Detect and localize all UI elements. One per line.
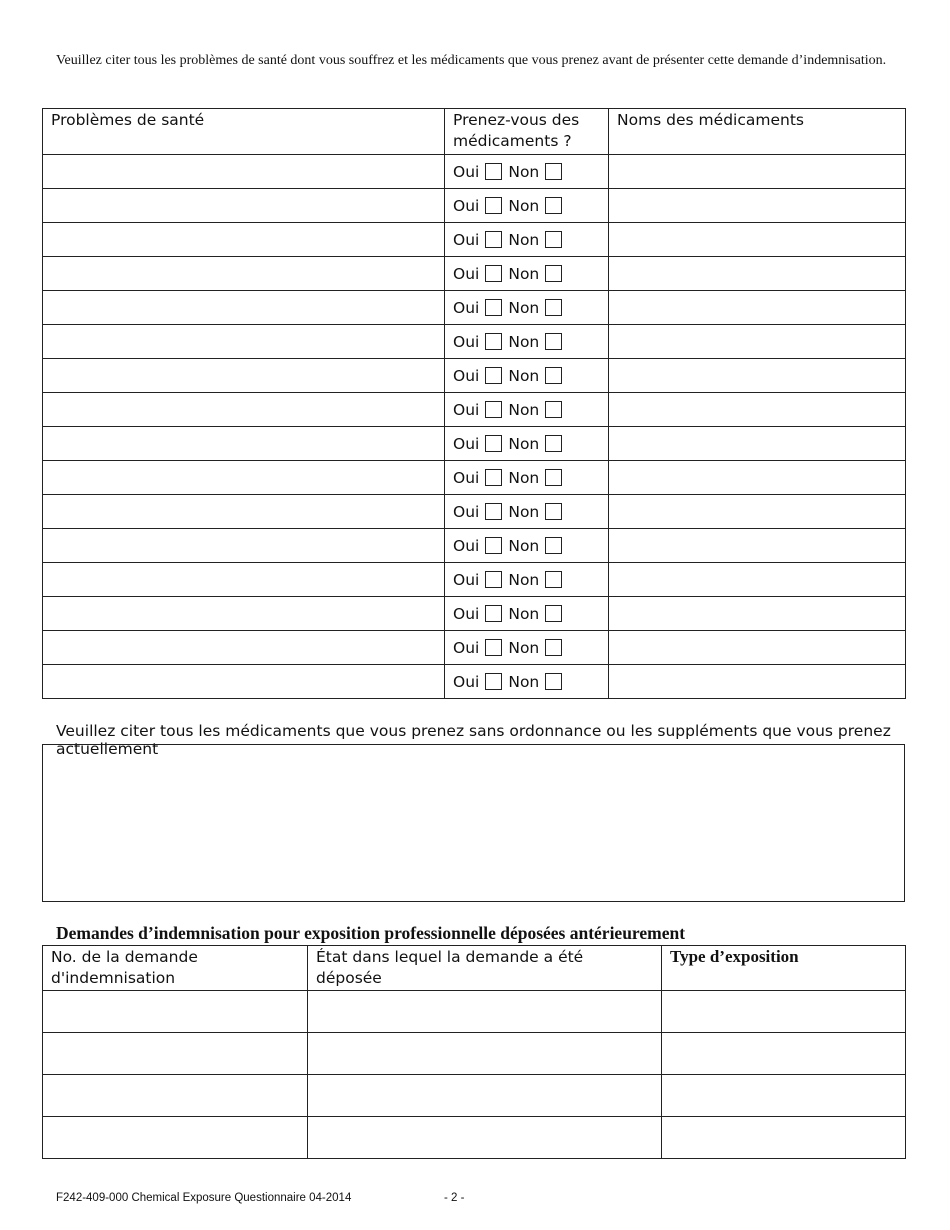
no-checkbox[interactable]	[545, 537, 562, 554]
medication-choice-cell	[445, 563, 609, 597]
claim-state-cell[interactable]	[308, 1117, 662, 1159]
yes-label: Oui	[453, 638, 480, 657]
yes-checkbox[interactable]	[485, 571, 502, 588]
yes-label: Oui	[453, 536, 480, 555]
claim-number-cell[interactable]	[43, 991, 308, 1033]
health-row	[43, 393, 906, 427]
health-row	[43, 291, 906, 325]
no-label: Non	[508, 264, 540, 283]
medication-names-cell[interactable]	[609, 393, 906, 427]
no-label: Non	[508, 468, 540, 487]
medication-names-cell[interactable]	[609, 155, 906, 189]
health-row	[43, 597, 906, 631]
header-claim-state: État dans lequel la demande a été déposée	[308, 946, 662, 991]
health-row	[43, 359, 906, 393]
health-row	[43, 325, 906, 359]
no-label: Non	[508, 434, 540, 453]
prior-claims-table	[42, 945, 906, 1159]
medication-names-cell[interactable]	[609, 529, 906, 563]
otc-label: Veuillez citer tous les médicaments que vous prenez sans ordonnance ou les suppléments que vous prenez actuellement	[56, 722, 891, 758]
medication-names-cell[interactable]	[609, 291, 906, 325]
header-exposure-type: Type d’exposition	[662, 946, 906, 991]
no-label: Non	[508, 400, 540, 419]
no-label: Non	[508, 570, 540, 589]
medication-names-cell[interactable]	[609, 257, 906, 291]
no-checkbox[interactable]	[545, 333, 562, 350]
no-checkbox[interactable]	[545, 299, 562, 316]
no-checkbox[interactable]	[545, 265, 562, 282]
exposure-type-cell[interactable]	[662, 1033, 906, 1075]
exposure-type-cell[interactable]	[662, 991, 906, 1033]
no-checkbox[interactable]	[545, 503, 562, 520]
medication-names-cell[interactable]	[609, 495, 906, 529]
medication-names-cell[interactable]	[609, 223, 906, 257]
medication-choice-cell	[445, 529, 609, 563]
no-checkbox[interactable]	[545, 435, 562, 452]
exposure-type-cell[interactable]	[662, 1075, 906, 1117]
no-label: Non	[508, 672, 540, 691]
no-checkbox[interactable]	[545, 605, 562, 622]
no-label: Non	[508, 536, 540, 555]
yes-checkbox[interactable]	[485, 163, 502, 180]
medication-choice-cell	[445, 325, 609, 359]
medication-choice-cell	[445, 597, 609, 631]
intro-instructions: Veuillez citer tous les problèmes de santé dont vous souffrez et les médicaments que vous prenez avant de présenter cette demande d’indemnisation.	[56, 53, 887, 68]
claim-state-cell[interactable]	[308, 1033, 662, 1075]
header-medication-names: Noms des médicaments	[609, 109, 906, 155]
claim-row	[43, 1117, 906, 1159]
yes-checkbox[interactable]	[485, 435, 502, 452]
no-checkbox[interactable]	[545, 367, 562, 384]
health-problem-cell[interactable]	[43, 665, 445, 699]
health-row	[43, 495, 906, 529]
medication-choice-cell	[445, 631, 609, 665]
header-claim-number: No. de la demande d'indemnisation	[43, 946, 308, 991]
no-checkbox[interactable]	[545, 163, 562, 180]
health-row	[43, 631, 906, 665]
claim-number-cell[interactable]	[43, 1117, 308, 1159]
claims-table-header	[43, 946, 906, 991]
no-checkbox[interactable]	[545, 401, 562, 418]
health-problem-cell[interactable]	[43, 563, 445, 597]
no-label: Non	[508, 332, 540, 351]
medication-names-cell[interactable]	[609, 461, 906, 495]
yes-label: Oui	[453, 230, 480, 249]
health-problem-cell[interactable]	[43, 597, 445, 631]
health-problem-cell[interactable]	[43, 223, 445, 257]
yes-label: Oui	[453, 434, 480, 453]
claim-number-cell[interactable]	[43, 1075, 308, 1117]
no-checkbox[interactable]	[545, 231, 562, 248]
header-health-problems: Problèmes de santé	[43, 109, 445, 155]
no-label: Non	[508, 502, 540, 521]
health-row	[43, 189, 906, 223]
health-row	[43, 427, 906, 461]
medication-choice-cell	[445, 359, 609, 393]
claim-row	[43, 1033, 906, 1075]
medication-choice-cell	[445, 223, 609, 257]
health-problem-cell[interactable]	[43, 631, 445, 665]
claim-state-cell[interactable]	[308, 1075, 662, 1117]
medication-names-cell[interactable]	[609, 665, 906, 699]
health-row	[43, 155, 906, 189]
health-problem-cell[interactable]	[43, 189, 445, 223]
yes-checkbox[interactable]	[485, 367, 502, 384]
health-problem-cell[interactable]	[43, 393, 445, 427]
health-row	[43, 563, 906, 597]
yes-label: Oui	[453, 604, 480, 623]
health-row	[43, 529, 906, 563]
medication-choice-cell	[445, 495, 609, 529]
no-checkbox[interactable]	[545, 469, 562, 486]
no-checkbox[interactable]	[545, 639, 562, 656]
exposure-type-cell[interactable]	[662, 1117, 906, 1159]
yes-label: Oui	[453, 298, 480, 317]
yes-label: Oui	[453, 672, 480, 691]
health-row	[43, 257, 906, 291]
health-row	[43, 223, 906, 257]
health-row	[43, 461, 906, 495]
header-taking-medication: Prenez-vous des médicaments ?	[445, 109, 609, 155]
yes-label: Oui	[453, 400, 480, 419]
health-problem-cell[interactable]	[43, 495, 445, 529]
yes-checkbox[interactable]	[485, 265, 502, 282]
yes-checkbox[interactable]	[485, 639, 502, 656]
medication-names-cell[interactable]	[609, 359, 906, 393]
no-checkbox[interactable]	[545, 197, 562, 214]
no-label: Non	[508, 638, 540, 657]
health-problem-cell[interactable]	[43, 461, 445, 495]
health-problem-cell[interactable]	[43, 427, 445, 461]
yes-checkbox[interactable]	[485, 673, 502, 690]
yes-checkbox[interactable]	[485, 401, 502, 418]
yes-label: Oui	[453, 502, 480, 521]
yes-checkbox[interactable]	[485, 537, 502, 554]
yes-checkbox[interactable]	[485, 605, 502, 622]
yes-label: Oui	[453, 366, 480, 385]
health-problems-table	[42, 108, 906, 699]
health-problem-cell[interactable]	[43, 257, 445, 291]
medication-names-cell[interactable]	[609, 189, 906, 223]
medication-choice-cell	[445, 461, 609, 495]
no-label: Non	[508, 298, 540, 317]
health-problem-cell[interactable]	[43, 325, 445, 359]
health-problem-cell[interactable]	[43, 529, 445, 563]
claim-row	[43, 1075, 906, 1117]
medication-choice-cell	[445, 393, 609, 427]
no-label: Non	[508, 604, 540, 623]
health-row	[43, 665, 906, 699]
form-identifier: F242-409-000 Chemical Exposure Questionnaire 04-2014	[56, 1192, 352, 1204]
medication-names-cell[interactable]	[609, 631, 906, 665]
yes-checkbox[interactable]	[485, 469, 502, 486]
yes-checkbox[interactable]	[485, 299, 502, 316]
claim-row	[43, 991, 906, 1033]
no-checkbox[interactable]	[545, 571, 562, 588]
prior-claims-title: Demandes d’indemnisation pour exposition professionnelle déposées antérieurement	[56, 923, 686, 943]
yes-label: Oui	[453, 570, 480, 589]
claim-number-cell[interactable]	[43, 1033, 308, 1075]
medication-choice-cell	[445, 291, 609, 325]
yes-label: Oui	[453, 196, 480, 215]
medication-choice-cell	[445, 155, 609, 189]
no-checkbox[interactable]	[545, 673, 562, 690]
medication-choice-cell	[445, 427, 609, 461]
yes-checkbox[interactable]	[485, 333, 502, 350]
medication-choice-cell	[445, 257, 609, 291]
medication-names-cell[interactable]	[609, 597, 906, 631]
health-problem-cell[interactable]	[43, 291, 445, 325]
medication-names-cell[interactable]	[609, 325, 906, 359]
claim-state-cell[interactable]	[308, 991, 662, 1033]
yes-label: Oui	[453, 332, 480, 351]
page-number: - 2 -	[444, 1192, 465, 1204]
medication-names-cell[interactable]	[609, 427, 906, 461]
no-label: Non	[508, 230, 540, 249]
health-table-header	[43, 109, 906, 155]
otc-medications-field[interactable]	[42, 744, 905, 902]
yes-checkbox[interactable]	[485, 231, 502, 248]
yes-label: Oui	[453, 264, 480, 283]
yes-checkbox[interactable]	[485, 197, 502, 214]
health-problem-cell[interactable]	[43, 155, 445, 189]
yes-checkbox[interactable]	[485, 503, 502, 520]
medication-names-cell[interactable]	[609, 563, 906, 597]
no-label: Non	[508, 196, 540, 215]
yes-label: Oui	[453, 468, 480, 487]
medication-choice-cell	[445, 665, 609, 699]
no-label: Non	[508, 162, 540, 181]
health-problem-cell[interactable]	[43, 359, 445, 393]
yes-label: Oui	[453, 162, 480, 181]
medication-choice-cell	[445, 189, 609, 223]
no-label: Non	[508, 366, 540, 385]
